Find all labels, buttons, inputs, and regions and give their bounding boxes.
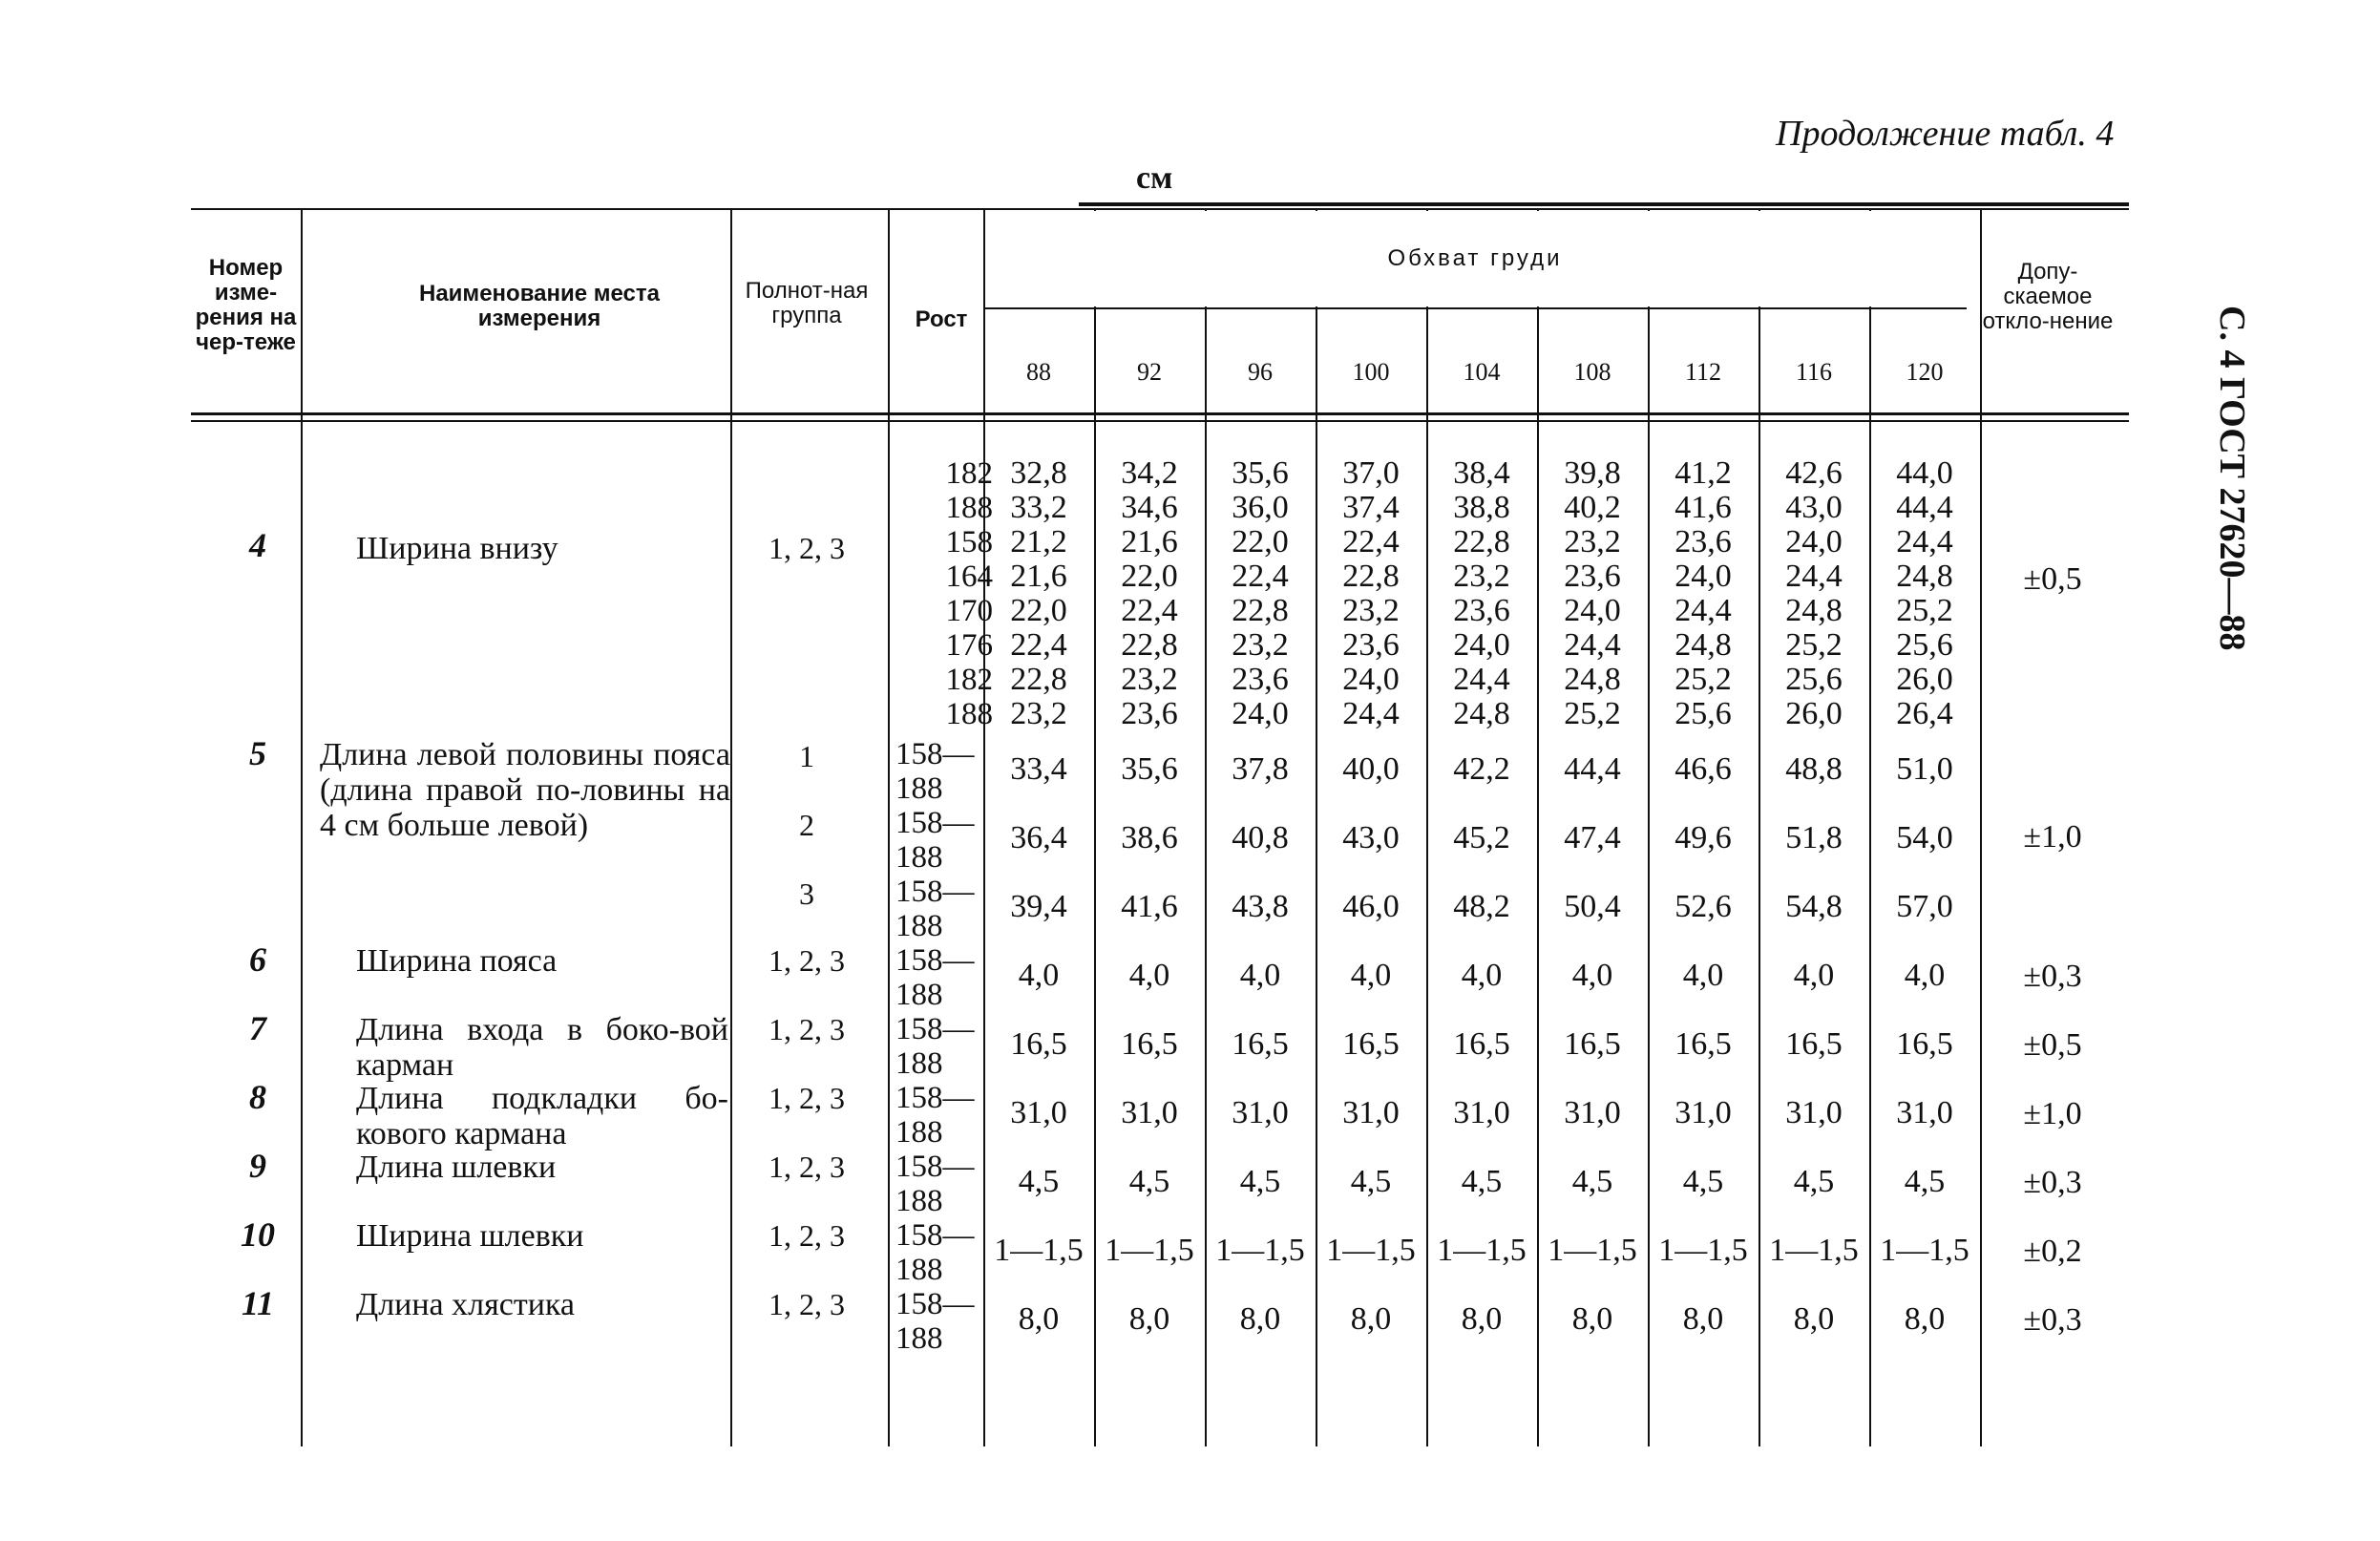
- fullness-group: 1, 2, 3: [769, 1287, 845, 1321]
- data-cell: 21,6: [1121, 524, 1178, 559]
- data-cell: 31,0: [1674, 1095, 1732, 1130]
- data-cell: 51,8: [1785, 820, 1843, 855]
- data-cell: 24,8: [1785, 593, 1843, 628]
- header-fullness-group: Полнот-ная группа: [745, 278, 869, 328]
- data-cell: 24,8: [1896, 559, 1953, 594]
- header-height: Рост: [915, 306, 968, 332]
- data-cell: 31,0: [1453, 1095, 1510, 1130]
- data-cell: 8,0: [1239, 1301, 1281, 1337]
- fullness-group: 1, 2, 3: [769, 1150, 845, 1184]
- data-cell: 22,8: [1010, 662, 1067, 697]
- chest-size-header: 120: [1906, 358, 1944, 386]
- units-label: см: [1136, 160, 1173, 196]
- data-cell: 40,8: [1232, 820, 1289, 855]
- data-cell: 22,4: [1121, 593, 1178, 628]
- tolerance-value: ±0,3: [2023, 1165, 2082, 1200]
- data-cell: 1—1,5: [1658, 1233, 1748, 1268]
- data-cell: 48,2: [1453, 889, 1510, 924]
- data-cell: 23,2: [1232, 627, 1289, 663]
- data-cell: 8,0: [1793, 1301, 1835, 1337]
- data-cell: 22,0: [1010, 593, 1067, 628]
- header-tolerance: Допу-скаемое откло-нение: [1982, 259, 2114, 334]
- data-cell: 23,2: [1342, 593, 1400, 628]
- data-cell: 4,0: [1350, 958, 1392, 993]
- chest-size-header: 92: [1137, 358, 1162, 386]
- data-cell: 31,0: [1121, 1095, 1178, 1130]
- fullness-group: 1, 2, 3: [769, 1218, 845, 1253]
- data-cell: 44,0: [1896, 455, 1953, 491]
- data-cell: 23,2: [1564, 524, 1621, 559]
- data-cell: 24,8: [1564, 662, 1621, 697]
- height-value: 188: [945, 697, 993, 731]
- data-cell: 22,8: [1232, 593, 1289, 628]
- tolerance-value: ±0,3: [2023, 1302, 2082, 1338]
- header-bottom-rule: [191, 412, 2129, 415]
- data-cell: 25,2: [1785, 627, 1843, 663]
- data-cell: 24,0: [1785, 524, 1843, 559]
- data-cell: 54,0: [1896, 820, 1953, 855]
- data-cell: 22,4: [1232, 559, 1289, 594]
- data-cell: 48,8: [1785, 751, 1843, 787]
- data-cell: 26,4: [1896, 696, 1953, 731]
- measure-number: 11: [241, 1284, 274, 1322]
- data-cell: 41,6: [1121, 889, 1178, 924]
- data-cell: 16,5: [1121, 1026, 1178, 1062]
- data-cell: 23,6: [1342, 627, 1400, 663]
- data-cell: 23,6: [1232, 662, 1289, 697]
- data-cell: 25,2: [1674, 662, 1732, 697]
- chest-size-header: 96: [1248, 358, 1273, 386]
- fullness-group: 1: [799, 739, 814, 773]
- height-value: 176: [945, 628, 993, 663]
- data-cell: 45,2: [1453, 820, 1510, 855]
- measure-number: 7: [249, 1009, 266, 1047]
- units-rule: [1079, 202, 2129, 206]
- data-cell: 4,0: [1128, 958, 1170, 993]
- data-cell: 16,5: [1564, 1026, 1621, 1062]
- data-cell: 44,4: [1896, 490, 1953, 525]
- data-cell: 24,0: [1453, 627, 1510, 663]
- data-cell: 4,5: [1793, 1164, 1835, 1199]
- data-cell: 1—1,5: [1326, 1233, 1416, 1268]
- measure-name: Длина входа в боко-вой карман: [356, 1012, 728, 1083]
- data-cell: 4,5: [1682, 1164, 1724, 1199]
- height-value: 182: [945, 456, 993, 491]
- measure-name: Длина подкладки бо-кового кармана: [356, 1081, 728, 1151]
- data-cell: 1—1,5: [994, 1233, 1084, 1268]
- data-cell: 4,5: [1461, 1164, 1503, 1199]
- data-cell: 4,0: [1571, 958, 1613, 993]
- data-cell: 4,5: [1239, 1164, 1281, 1199]
- data-cell: 47,4: [1564, 820, 1621, 855]
- height-value: 158— 188: [895, 737, 975, 806]
- measure-name: Ширина пояса: [356, 943, 558, 979]
- height-value: 188: [945, 491, 993, 525]
- measure-name: Длина шлевки: [356, 1150, 557, 1185]
- data-cell: 37,8: [1232, 751, 1289, 787]
- data-cell: 24,4: [1785, 559, 1843, 594]
- data-cell: 22,4: [1342, 524, 1400, 559]
- data-cell: 16,5: [1010, 1026, 1067, 1062]
- data-cell: 52,6: [1674, 889, 1732, 924]
- measure-number: 6: [249, 940, 266, 979]
- data-cell: 50,4: [1564, 889, 1621, 924]
- height-value: 158— 188: [895, 1150, 975, 1218]
- data-cell: 8,0: [1571, 1301, 1613, 1337]
- data-cell: 4,5: [1128, 1164, 1170, 1199]
- data-cell: 40,2: [1564, 490, 1621, 525]
- data-cell: 8,0: [1682, 1301, 1724, 1337]
- data-cell: 43,0: [1342, 820, 1400, 855]
- measure-name: Длина левой половины пояса (длина правой по-ловины на 4 см больше левой): [320, 737, 730, 843]
- chest-size-header: 116: [1795, 358, 1833, 386]
- measure-number: 9: [249, 1147, 266, 1185]
- chest-subheader-rule: [983, 307, 1967, 309]
- data-cell: 36,0: [1232, 490, 1289, 525]
- data-cell: 4,0: [1239, 958, 1281, 993]
- data-cell: 31,0: [1564, 1095, 1621, 1130]
- data-cell: 49,6: [1674, 820, 1732, 855]
- height-value: 164: [945, 559, 993, 594]
- data-cell: 24,8: [1674, 627, 1732, 663]
- data-cell: 36,4: [1010, 820, 1067, 855]
- data-cell: 23,2: [1453, 559, 1510, 594]
- data-cell: 16,5: [1232, 1026, 1289, 1062]
- data-cell: 38,6: [1121, 820, 1178, 855]
- data-cell: 41,6: [1674, 490, 1732, 525]
- fullness-group: 1, 2, 3: [769, 1012, 845, 1046]
- data-cell: 4,0: [1018, 958, 1060, 993]
- header-measure-number: Номер изме-рения на чер-теже: [195, 255, 297, 355]
- data-cell: 1—1,5: [1437, 1233, 1527, 1268]
- height-value: 158— 188: [895, 943, 975, 1012]
- chest-size-header: 88: [1026, 358, 1051, 386]
- tolerance-value: ±1,0: [2023, 819, 2082, 855]
- data-cell: 1—1,5: [1215, 1233, 1305, 1268]
- data-cell: 22,8: [1342, 559, 1400, 594]
- data-cell: 16,5: [1342, 1026, 1400, 1062]
- data-cell: 4,5: [1904, 1164, 1946, 1199]
- height-value: 158— 188: [895, 1218, 975, 1287]
- data-cell: 25,2: [1564, 696, 1621, 731]
- data-cell: 23,6: [1564, 559, 1621, 594]
- data-cell: 4,5: [1018, 1164, 1060, 1199]
- fullness-group: 1, 2, 3: [769, 943, 845, 978]
- data-cell: 23,2: [1121, 662, 1178, 697]
- tolerance-value: ±0,2: [2023, 1234, 2082, 1269]
- header-bottom-rule-2: [191, 420, 2129, 422]
- data-cell: 8,0: [1128, 1301, 1170, 1337]
- data-cell: 4,0: [1793, 958, 1835, 993]
- data-cell: 22,4: [1010, 627, 1067, 663]
- measure-name: Ширина внизу: [356, 531, 558, 566]
- data-cell: 21,2: [1010, 524, 1067, 559]
- data-cell: 31,0: [1232, 1095, 1289, 1130]
- data-cell: 16,5: [1896, 1026, 1953, 1062]
- data-cell: 42,6: [1785, 455, 1843, 491]
- data-cell: 24,4: [1896, 524, 1953, 559]
- data-cell: 26,0: [1785, 696, 1843, 731]
- data-cell: 24,0: [1232, 696, 1289, 731]
- data-cell: 37,4: [1342, 490, 1400, 525]
- height-value: 182: [945, 663, 993, 697]
- height-value: 170: [945, 594, 993, 628]
- tolerance-value: ±0,5: [2023, 561, 2082, 597]
- data-cell: 24,0: [1564, 593, 1621, 628]
- data-cell: 24,4: [1453, 662, 1510, 697]
- data-cell: 21,6: [1010, 559, 1067, 594]
- data-cell: 42,2: [1453, 751, 1510, 787]
- data-cell: 23,2: [1010, 696, 1067, 731]
- side-page-label: С. 4 ГОСТ 27620—88: [2212, 306, 2252, 651]
- fullness-group: 3: [799, 876, 814, 911]
- header-measure-name: Наименование места измерения: [419, 281, 660, 331]
- data-cell: 25,6: [1896, 627, 1953, 663]
- data-cell: 46,0: [1342, 889, 1400, 924]
- data-cell: 38,8: [1453, 490, 1510, 525]
- data-cell: 24,8: [1453, 696, 1510, 731]
- data-cell: 35,6: [1232, 455, 1289, 491]
- data-cell: 22,0: [1121, 559, 1178, 594]
- chest-size-header: 112: [1684, 358, 1722, 386]
- fullness-group: 2: [799, 808, 814, 842]
- column-rule: [1980, 210, 1982, 1446]
- data-cell: 16,5: [1785, 1026, 1843, 1062]
- data-cell: 31,0: [1342, 1095, 1400, 1130]
- data-cell: 44,4: [1564, 751, 1621, 787]
- data-cell: 1—1,5: [1880, 1233, 1969, 1268]
- data-cell: 43,8: [1232, 889, 1289, 924]
- measure-name: Ширина шлевки: [356, 1218, 584, 1254]
- data-cell: 22,0: [1232, 524, 1289, 559]
- data-cell: 8,0: [1461, 1301, 1503, 1337]
- data-cell: 16,5: [1674, 1026, 1732, 1062]
- header-chest-girth: Обхват груди: [1387, 245, 1563, 271]
- height-value: 158— 188: [895, 806, 975, 875]
- measure-number: 10: [241, 1215, 275, 1254]
- fullness-group: 1, 2, 3: [769, 1081, 845, 1115]
- data-cell: 23,6: [1453, 593, 1510, 628]
- height-value: 158— 188: [895, 1081, 975, 1150]
- data-cell: 22,8: [1121, 627, 1178, 663]
- data-cell: 4,5: [1350, 1164, 1392, 1199]
- data-cell: 1—1,5: [1769, 1233, 1859, 1268]
- data-cell: 23,6: [1674, 524, 1732, 559]
- data-cell: 25,6: [1674, 696, 1732, 731]
- tolerance-value: ±0,3: [2023, 959, 2082, 994]
- chest-size-header: 104: [1463, 358, 1501, 386]
- data-cell: 24,0: [1342, 662, 1400, 697]
- data-cell: 8,0: [1904, 1301, 1946, 1337]
- data-cell: 25,2: [1896, 593, 1953, 628]
- data-cell: 1—1,5: [1548, 1233, 1637, 1268]
- data-cell: 31,0: [1785, 1095, 1843, 1130]
- data-cell: 34,6: [1121, 490, 1178, 525]
- data-cell: 43,0: [1785, 490, 1843, 525]
- data-cell: 37,0: [1342, 455, 1400, 491]
- height-value: 158— 188: [895, 1012, 975, 1081]
- data-cell: 41,2: [1674, 455, 1732, 491]
- tolerance-value: ±0,5: [2023, 1027, 2082, 1063]
- height-value: 158— 188: [895, 875, 975, 943]
- measure-name: Длина хлястика: [356, 1287, 575, 1322]
- data-cell: 24,4: [1564, 627, 1621, 663]
- data-cell: 4,0: [1904, 958, 1946, 993]
- data-cell: 4,0: [1461, 958, 1503, 993]
- continuation-title: Продолжение табл. 4: [1776, 114, 2115, 154]
- data-cell: 46,6: [1674, 751, 1732, 787]
- measure-number: 5: [249, 734, 266, 772]
- column-rule: [301, 210, 303, 1446]
- data-cell: 24,4: [1674, 593, 1732, 628]
- chest-size-header: 108: [1573, 358, 1611, 386]
- data-cell: 51,0: [1896, 751, 1953, 787]
- data-cell: 23,6: [1121, 696, 1178, 731]
- data-cell: 8,0: [1018, 1301, 1060, 1337]
- column-rule: [888, 210, 890, 1446]
- measure-number: 4: [249, 526, 266, 564]
- data-cell: 32,8: [1010, 455, 1067, 491]
- data-cell: 54,8: [1785, 889, 1843, 924]
- data-cell: 57,0: [1896, 889, 1953, 924]
- data-cell: 39,4: [1010, 889, 1067, 924]
- data-cell: 34,2: [1121, 455, 1178, 491]
- height-value: 158— 188: [895, 1287, 975, 1356]
- data-cell: 1—1,5: [1105, 1233, 1194, 1268]
- data-cell: 31,0: [1010, 1095, 1067, 1130]
- data-cell: 22,8: [1453, 524, 1510, 559]
- table-top-rule: [191, 208, 2129, 210]
- column-rule: [730, 210, 732, 1446]
- data-cell: 4,0: [1682, 958, 1724, 993]
- data-cell: 24,0: [1674, 559, 1732, 594]
- data-cell: 8,0: [1350, 1301, 1392, 1337]
- height-value: 158: [945, 525, 993, 559]
- data-cell: 31,0: [1896, 1095, 1953, 1130]
- chest-size-header: 100: [1352, 358, 1390, 386]
- data-cell: 38,4: [1453, 455, 1510, 491]
- data-cell: 40,0: [1342, 751, 1400, 787]
- data-cell: 25,6: [1785, 662, 1843, 697]
- data-cell: 35,6: [1121, 751, 1178, 787]
- data-cell: 26,0: [1896, 662, 1953, 697]
- measure-number: 8: [249, 1078, 266, 1116]
- data-cell: 33,4: [1010, 751, 1067, 787]
- data-cell: 24,4: [1342, 696, 1400, 731]
- data-cell: 4,5: [1571, 1164, 1613, 1199]
- fullness-group: 1, 2, 3: [769, 531, 845, 565]
- tolerance-value: ±1,0: [2023, 1096, 2082, 1131]
- data-cell: 16,5: [1453, 1026, 1510, 1062]
- data-cell: 39,8: [1564, 455, 1621, 491]
- data-cell: 33,2: [1010, 490, 1067, 525]
